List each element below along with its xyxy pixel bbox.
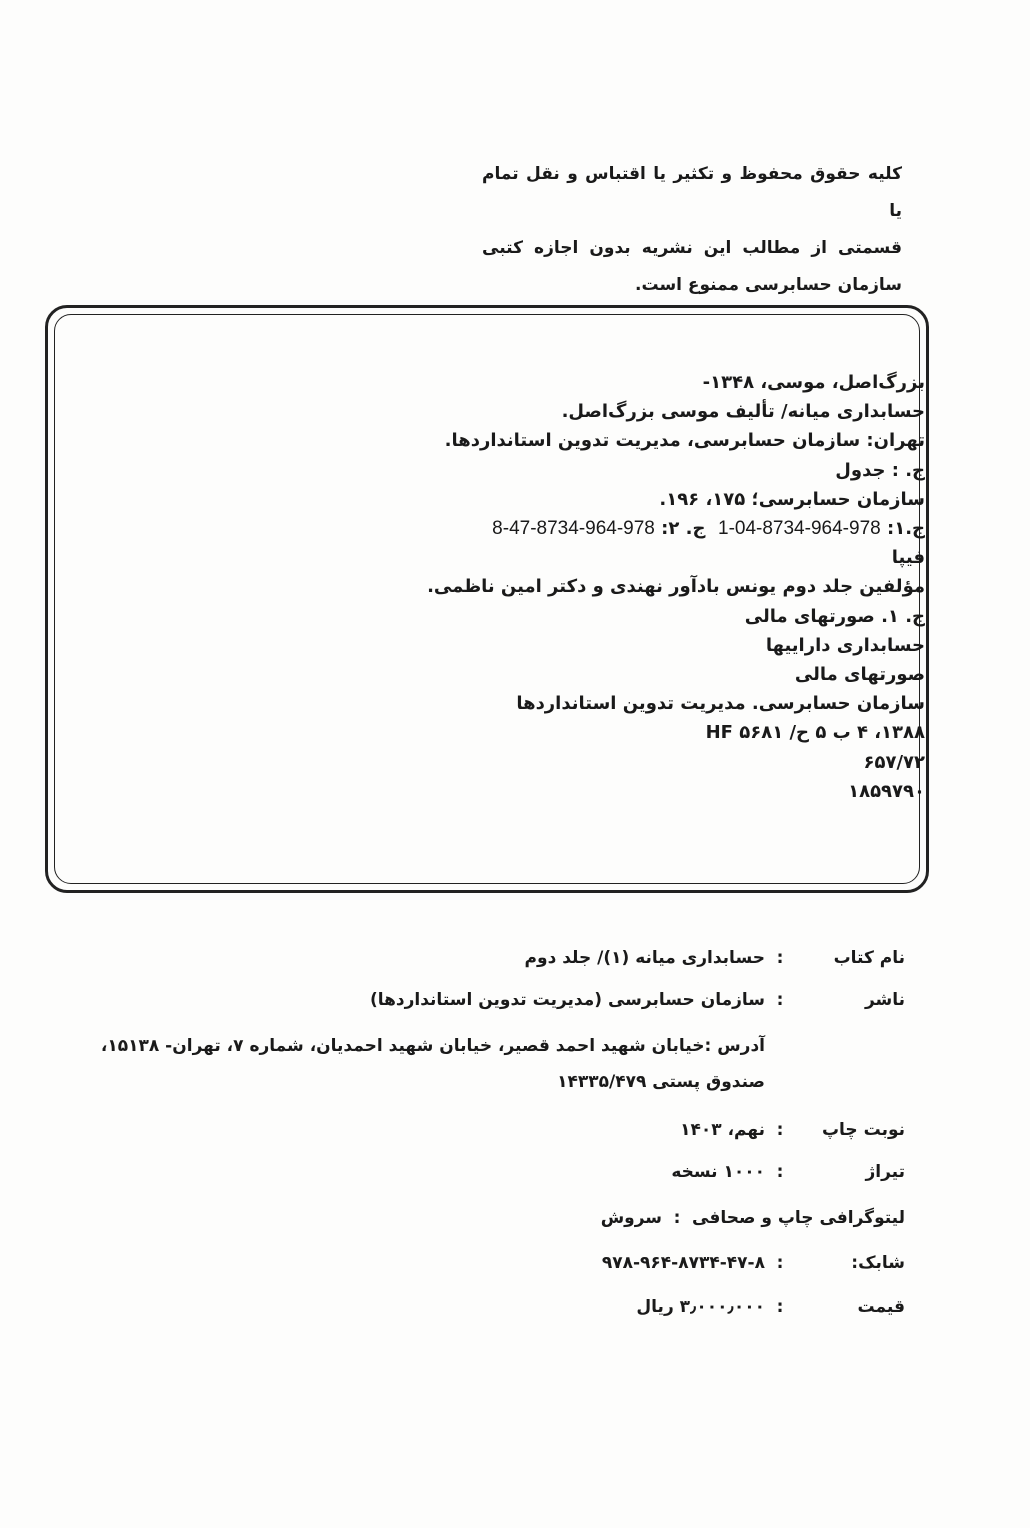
cip-line: ۶۵۷/۷۲	[863, 751, 925, 773]
colon: :	[776, 1253, 784, 1273]
isbn-row	[602, 1253, 905, 1273]
cip-line: سازمان حسابرسی. مدیریت تدوین استانداردها	[516, 693, 925, 715]
cip-line: ج. : جدول	[835, 459, 925, 481]
colon: :	[776, 1297, 784, 1317]
price: ۳٫۰۰۰٫۰۰۰ ریال	[636, 1297, 765, 1317]
isbn-v1-label: ج.۱:	[886, 518, 925, 540]
publisher: سازمان حسابرسی (مدیریت تدوین استانداردها)	[369, 990, 765, 1010]
isbn-label: شابک:	[851, 1253, 905, 1273]
colon: :	[673, 1208, 681, 1228]
notice-line: کلیه حقوق محفوظ و تکثیر یا اقتباس و نقل تمام یا	[482, 164, 902, 221]
price-row	[636, 1297, 905, 1317]
cip-line: بزرگ‌اصل، موسی، ۱۳۴۸-	[702, 372, 925, 393]
colon: :	[776, 1120, 784, 1140]
print-run-row	[671, 1162, 905, 1182]
cip-line: سازمان حسابرسی؛ ۱۷۵، ۱۹۶.	[659, 488, 925, 510]
book-title-label: نام کتاب	[833, 948, 905, 968]
cip-line: تهران: سازمان حسابرسی، مدیریت تدوین استانداردها.	[444, 430, 925, 452]
address: آدرس :خیابان شهید احمد قصیر، خیابان شهید احمدیان، شماره ۷، تهران- ۱۵۱۳۸،	[100, 1036, 765, 1056]
edition: نهم، ۱۴۰۳	[680, 1120, 765, 1140]
isbn-v1: 978-964-8734-04-1	[717, 518, 881, 540]
isbn-v2-label: ج. ۲:	[661, 518, 706, 540]
cip-line: ۱۳۸۸، ۴ ب ۵ ح/ ۵۶۸۱ HF	[705, 722, 925, 744]
edition-row	[680, 1120, 905, 1140]
cip-line: فیپا	[891, 547, 925, 569]
cip-line: صورتهای مالی	[794, 664, 925, 686]
colon: :	[776, 990, 784, 1010]
price-label: قیمت	[857, 1297, 905, 1317]
notice-line: قسمتی از مطالب این نشریه بدون اجازه کتبی	[482, 238, 902, 258]
cataloging-record	[427, 368, 925, 806]
copyright-notice	[482, 156, 902, 304]
colon: :	[776, 1162, 784, 1182]
print-run: ۱۰۰۰ نسخه	[671, 1162, 765, 1182]
isbn: ۹۷۸-۹۶۴-۸۷۳۴-۴۷-۸	[601, 1253, 765, 1273]
isbn-v2: 978-964-8734-47-8	[492, 518, 655, 540]
notice-line: سازمان حسابرسی ممنوع است.	[634, 275, 902, 295]
cip-line: حسابداری داراییها	[765, 634, 925, 656]
book-title: حسابداری میانه (۱)/ جلد دوم	[524, 948, 765, 968]
book-title-row	[525, 948, 905, 968]
publisher-row	[370, 990, 905, 1010]
print-run-label: تیراژ	[865, 1162, 905, 1182]
cip-line: حسابداری میانه/ تألیف موسی بزرگ‌اصل.	[561, 401, 925, 423]
printer: سروش	[600, 1208, 663, 1228]
cip-line: ۱۸۵۹۷۹۰	[848, 780, 925, 802]
colon: :	[776, 948, 784, 968]
publisher-label: ناشر	[864, 990, 905, 1010]
postbox: صندوق پستی ۱۴۳۳۵/۴۷۹	[557, 1072, 765, 1092]
printer-label: لیتوگرافی چاپ و صحافی	[692, 1208, 905, 1228]
cip-line: ج. ۱. صورتهای مالی	[744, 605, 925, 627]
cip-isbn-line	[427, 514, 925, 543]
edition-label: نوبت چاپ	[821, 1120, 905, 1140]
printer-row	[601, 1208, 905, 1228]
address-block	[65, 1028, 765, 1100]
cip-line: مؤلفین جلد دوم یونس بادآور نهندی و دکتر امین ناظمی.	[427, 576, 925, 598]
